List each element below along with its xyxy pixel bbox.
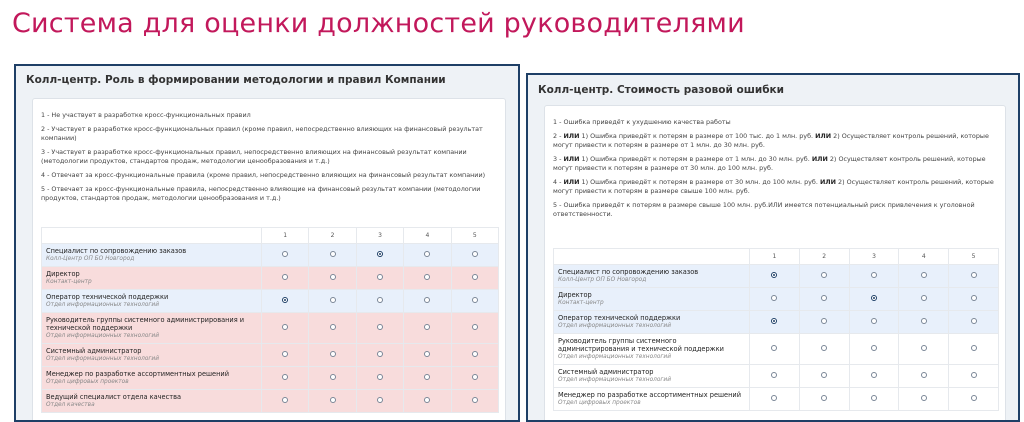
rating-cell (849, 288, 899, 311)
criterion-text: 4 (553, 178, 558, 186)
table-row (554, 365, 999, 388)
rating-cell (309, 244, 356, 267)
rating-radio-1[interactable] (771, 372, 777, 378)
rating-cell (309, 367, 356, 390)
rating-cell (356, 390, 403, 413)
rating-cell (262, 313, 309, 344)
rating-cell (451, 390, 498, 413)
table-row (42, 344, 499, 367)
rating-radio-4[interactable] (921, 372, 927, 378)
position-cell (42, 244, 262, 267)
grid-column-header: 1 (750, 249, 800, 265)
department-name: Отдел информационных технологий (46, 356, 159, 362)
department-name: Отдел информационных технологий (558, 323, 671, 329)
rating-radio-4[interactable] (424, 251, 430, 257)
rating-radio-2[interactable] (330, 251, 336, 257)
rating-cell (356, 313, 403, 344)
rating-radio-4[interactable] (424, 297, 430, 303)
department-name: Отдел информационных технологий (558, 354, 671, 360)
rating-cell (309, 313, 356, 344)
position-cell (554, 365, 750, 388)
position-title: Менеджер по разработке ассортиментных решений (46, 370, 229, 378)
position-title: Руководитель группы системного администрирования и технической поддержки (46, 316, 245, 332)
panel-title: Колл-центр. Роль в формировании методологии и правил Компании (26, 74, 446, 86)
criterion-text: 2 (553, 132, 558, 140)
rating-cell (899, 288, 949, 311)
rating-radio-4[interactable] (424, 324, 430, 330)
rating-cell (949, 265, 999, 288)
rating-radio-2[interactable] (821, 295, 827, 301)
rating-radio-3[interactable] (377, 374, 383, 380)
department-name: Колл-Центр ОП БО Новгород (558, 277, 647, 283)
position-title: Ведущий специалист отдела качества (46, 393, 181, 401)
rating-radio-5[interactable] (971, 395, 977, 401)
rating-cell (899, 365, 949, 388)
rating-radio-5[interactable] (472, 297, 478, 303)
rating-radio-3[interactable] (871, 372, 877, 378)
criterion-text: 2) Осуществляет контроль решений, которые могут привести к потерям в размере свыше 100 млн. руб. (553, 178, 994, 195)
rating-cell (404, 290, 451, 313)
position-cell (554, 311, 750, 334)
rating-radio-4[interactable] (921, 318, 927, 324)
criterion: 4 - Отвечает за кросс-функциональные правила (кроме правил, непосредственно влияющих на финансовый результат компании) (41, 171, 486, 179)
rating-radio-1[interactable] (771, 395, 777, 401)
position-title: Системный администратор (558, 368, 654, 376)
rating-radio-3[interactable] (377, 274, 383, 280)
rating-cell (262, 244, 309, 267)
criterion-text: 1) Ошибка приведёт к потерям в размере от 1 млн. до 30 млн. руб. (579, 155, 812, 163)
panel-title: Колл-центр. Стоимость разовой ошибки (538, 84, 785, 96)
rating-radio-3[interactable] (871, 272, 877, 278)
rating-radio-5[interactable] (472, 274, 478, 280)
rating-cell (799, 265, 849, 288)
rating-cell (799, 388, 849, 411)
rating-radio-1[interactable] (282, 274, 288, 280)
rating-cell (799, 288, 849, 311)
rating-cell (404, 244, 451, 267)
criterion: 2 - Участвует в разработке кросс-функциональных правил (кроме правил, непосредственно влияющих на финансовый результат компании) (41, 125, 483, 142)
position-cell (554, 288, 750, 311)
rating-radio-1[interactable] (282, 397, 288, 403)
rating-cell (404, 344, 451, 367)
rating-cell (949, 365, 999, 388)
rating-cell (750, 365, 800, 388)
rating-radio-3[interactable] (871, 345, 877, 351)
page-title: Система для оценки должностей руководителями (12, 8, 745, 39)
rating-radio-5[interactable] (472, 397, 478, 403)
criterion (553, 132, 995, 150)
rating-radio-5[interactable] (971, 318, 977, 324)
position-cell (554, 388, 750, 411)
position-cell (42, 267, 262, 290)
rating-cell (451, 344, 498, 367)
rating-cell (262, 367, 309, 390)
rating-radio-2[interactable] (821, 345, 827, 351)
rating-cell (949, 334, 999, 365)
panel-error-cost (526, 73, 1020, 422)
grid-column-header: 3 (849, 249, 899, 265)
table-row (42, 267, 499, 290)
rating-radio-3[interactable] (377, 297, 383, 303)
rating-radio-1[interactable] (282, 374, 288, 380)
rating-radio-1[interactable] (282, 297, 288, 303)
criterion-or-keyword: ИЛИ (563, 132, 580, 140)
rating-cell (404, 367, 451, 390)
criterion-text: - Ошибка приведёт к ухудшению качества работы (557, 118, 731, 126)
table-row (42, 390, 499, 413)
department-name: Отдел качества (46, 402, 95, 408)
criterion-text: 3 (553, 155, 558, 163)
criterion-text: - (557, 178, 564, 186)
rating-radio-1[interactable] (771, 295, 777, 301)
criterion-or-keyword: ИЛИ (815, 132, 832, 140)
criterion-text: - (557, 155, 564, 163)
evaluation-card (544, 105, 1006, 422)
rating-radio-2[interactable] (821, 395, 827, 401)
rating-radio-3[interactable] (871, 395, 877, 401)
position-title: Оператор технической поддержки (558, 314, 681, 322)
rating-cell (356, 367, 403, 390)
rating-cell (799, 311, 849, 334)
position-title: Специалист по сопровождению заказов (46, 247, 187, 255)
rating-cell (849, 388, 899, 411)
rating-cell (309, 267, 356, 290)
rating-radio-2[interactable] (330, 351, 336, 357)
rating-cell (750, 311, 800, 334)
rating-radio-3[interactable] (871, 318, 877, 324)
rating-cell (309, 344, 356, 367)
rating-radio-4[interactable] (424, 397, 430, 403)
table-row (554, 311, 999, 334)
rating-radio-5[interactable] (472, 374, 478, 380)
department-name: Контакт-центр (558, 300, 604, 306)
rating-radio-2[interactable] (330, 297, 336, 303)
rating-cell (451, 313, 498, 344)
rating-cell (404, 390, 451, 413)
position-cell (42, 367, 262, 390)
rating-radio-4[interactable] (921, 345, 927, 351)
rating-radio-1[interactable] (771, 345, 777, 351)
rating-cell (899, 311, 949, 334)
position-title: Оператор технической поддержки (46, 293, 169, 301)
department-name: Отдел информационных технологий (558, 377, 671, 383)
rating-radio-4[interactable] (424, 374, 430, 380)
grid-column-header: 1 (262, 228, 309, 244)
rating-cell (849, 334, 899, 365)
position-title: Директор (558, 291, 592, 299)
rating-radio-2[interactable] (330, 274, 336, 280)
rating-cell (262, 390, 309, 413)
criterion (553, 155, 995, 173)
rating-radio-2[interactable] (330, 397, 336, 403)
rating-cell (750, 334, 800, 365)
rating-radio-1[interactable] (282, 324, 288, 330)
rating-cell (262, 290, 309, 313)
criterion (553, 178, 995, 196)
department-name: Отдел информационных технологий (46, 333, 159, 339)
criterion-or-keyword: ИЛИ (563, 178, 580, 186)
rating-cell (356, 244, 403, 267)
rating-grid (41, 227, 499, 413)
rating-cell (849, 365, 899, 388)
grid-column-header: 5 (949, 249, 999, 265)
rating-cell (750, 388, 800, 411)
criterion: 5 - Отвечает за кросс-функциональные правила, непосредственно влияющие на финансовый результат компании (методологии продуктов, стандартов продаж, методологии ценообразования и т.д.) (41, 185, 481, 202)
rating-cell (949, 288, 999, 311)
table-row (42, 367, 499, 390)
position-cell (554, 265, 750, 288)
rating-radio-5[interactable] (472, 251, 478, 257)
grid-column-header: 2 (309, 228, 356, 244)
rating-cell (799, 365, 849, 388)
criterion-text: 2) Осуществляет контроль решений, которые могут привести к потерям в размере от 1 млн. до 30 млн. руб. (553, 132, 989, 149)
rating-radio-4[interactable] (921, 272, 927, 278)
rating-cell (262, 267, 309, 290)
panel-role-methodology (14, 64, 520, 422)
grid-header-row (554, 249, 999, 265)
criterion-or-keyword: ИЛИ (563, 155, 580, 163)
rating-radio-3[interactable] (377, 324, 383, 330)
position-cell (42, 344, 262, 367)
rating-radio-3[interactable] (377, 397, 383, 403)
rating-radio-5[interactable] (472, 324, 478, 330)
position-cell (42, 290, 262, 313)
criterion-text: 5 (553, 201, 558, 209)
rating-radio-4[interactable] (424, 351, 430, 357)
rating-radio-5[interactable] (971, 345, 977, 351)
rating-radio-4[interactable] (921, 295, 927, 301)
rating-radio-3[interactable] (377, 351, 383, 357)
rating-radio-2[interactable] (330, 374, 336, 380)
rating-radio-3[interactable] (377, 251, 383, 257)
rating-cell (262, 344, 309, 367)
position-title: Директор (46, 270, 80, 278)
criterion-text: - (557, 132, 564, 140)
position-title: Системный администратор (46, 347, 142, 355)
table-row (42, 313, 499, 344)
criterion (553, 201, 995, 219)
table-row (554, 288, 999, 311)
table-row (554, 265, 999, 288)
table-row (554, 388, 999, 411)
rating-cell (949, 311, 999, 334)
position-title: Менеджер по разработке ассортиментных решений (558, 391, 741, 399)
rating-radio-1[interactable] (282, 351, 288, 357)
criteria-list (33, 99, 505, 203)
rating-cell (949, 388, 999, 411)
criterion-text: 1) Ошибка приведёт к потерям в размере от 30 млн. до 100 млн. руб. (579, 178, 820, 186)
rating-cell (799, 334, 849, 365)
table-row (554, 334, 999, 365)
criterion-text: 2) Осуществляет контроль решений, которые могут привести к потерям в размере от 30 млн. до 100 млн. руб. (553, 155, 986, 172)
criterion-or-keyword: ИЛИ (819, 178, 836, 186)
rating-cell (899, 334, 949, 365)
rating-radio-2[interactable] (330, 324, 336, 330)
grid-column-header: 5 (451, 228, 498, 244)
criterion-text: - Ошибка приведёт к потерям в размере свыше 100 млн. руб.ИЛИ имеется потенциальный риск привлечения к уголовной ответственности. (553, 201, 975, 218)
rating-radio-3[interactable] (871, 295, 877, 301)
criterion-text: 1 (553, 118, 558, 126)
criteria-list (545, 106, 1005, 219)
grid-header-empty (42, 228, 262, 244)
rating-cell (356, 267, 403, 290)
rating-cell (451, 290, 498, 313)
grid-column-header: 4 (899, 249, 949, 265)
criterion (553, 118, 995, 127)
rating-radio-4[interactable] (921, 395, 927, 401)
rating-cell (451, 267, 498, 290)
rating-radio-1[interactable] (771, 272, 777, 278)
rating-radio-5[interactable] (472, 351, 478, 357)
grid-header-empty (554, 249, 750, 265)
rating-radio-2[interactable] (821, 372, 827, 378)
rating-radio-2[interactable] (821, 318, 827, 324)
rating-radio-1[interactable] (282, 251, 288, 257)
rating-cell (750, 288, 800, 311)
rating-radio-1[interactable] (771, 318, 777, 324)
criterion-or-keyword: ИЛИ (811, 155, 828, 163)
rating-cell (404, 313, 451, 344)
rating-radio-2[interactable] (821, 272, 827, 278)
rating-cell (356, 344, 403, 367)
criterion: 1 - Не участвует в разработке кросс-функциональных правил (41, 111, 251, 119)
position-cell (554, 334, 750, 365)
department-name: Колл-Центр ОП БО Новгород (46, 256, 135, 262)
table-row (42, 244, 499, 267)
rating-radio-5[interactable] (971, 272, 977, 278)
department-name: Контакт-центр (46, 279, 92, 285)
rating-cell (899, 388, 949, 411)
rating-cell (451, 367, 498, 390)
criterion-text: 1) Ошибка приведёт к потерям в размере от 100 тыс. до 1 млн. руб. (579, 132, 816, 140)
rating-grid (553, 248, 999, 411)
grid-column-header: 3 (356, 228, 403, 244)
rating-cell (309, 290, 356, 313)
position-cell (42, 313, 262, 344)
position-title: Специалист по сопровождению заказов (558, 268, 699, 276)
department-name: Отдел информационных технологий (46, 302, 159, 308)
rating-radio-4[interactable] (424, 274, 430, 280)
rating-radio-5[interactable] (971, 372, 977, 378)
department-name: Отдел цифровых проектов (46, 379, 129, 385)
rating-cell (404, 267, 451, 290)
rating-cell (899, 265, 949, 288)
criterion: 3 - Участвует в разработке кросс-функциональных правил, непосредственно влияющих на финансовый результат компании (методологии продуктов, стандартов продаж, методологии ценообразования и т.д.) (41, 148, 467, 165)
rating-cell (750, 265, 800, 288)
rating-radio-5[interactable] (971, 295, 977, 301)
rating-cell (849, 311, 899, 334)
evaluation-card (32, 98, 506, 422)
department-name: Отдел цифровых проектов (558, 400, 641, 406)
rating-cell (356, 290, 403, 313)
grid-column-header: 2 (799, 249, 849, 265)
grid-header-row (42, 228, 499, 244)
rating-cell (451, 244, 498, 267)
rating-cell (849, 265, 899, 288)
position-cell (42, 390, 262, 413)
table-row (42, 290, 499, 313)
position-title: Руководитель группы системного администрирования и технической поддержки (558, 337, 724, 353)
grid-column-header: 4 (404, 228, 451, 244)
rating-cell (309, 390, 356, 413)
